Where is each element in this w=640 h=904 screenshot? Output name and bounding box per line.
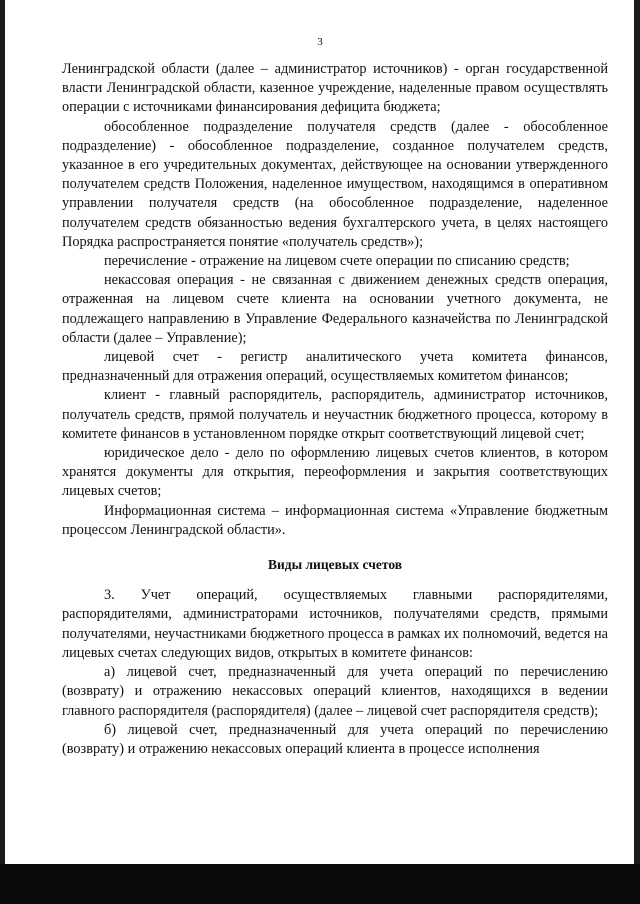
paragraph-item-b: б) лицевой счет, предназначенный для учета операций по перечислению (возврату) и отражению некассовых операций клиента в процессе исполнения (62, 721, 608, 757)
paragraph-item-3: 3. Учет операций, осуществляемых главными распорядителями, распорядителями, администраторами источников, получателями средств, прямыми получателями, неучастниками бюджетного процесса в рамках их полномочий, ведется на лицевых счетах следующих видов, открытых в комитете финансов: (62, 587, 608, 661)
paragraph-personal-account: лицевой счет - регистр аналитического учета комитета финансов, предназначенный для отражения операций, осуществляемых комитетом финансов; (62, 349, 608, 385)
scan-bottom-bar (0, 864, 640, 904)
paragraph-noncash-operation: некассовая операция - не связанная с движением денежных средств операция, отраженная на лицевом счете клиента на основании учетного документа, не подлежащего направлению в Управление Федерального казначейства по Ленинградской области (далее – Управление); (62, 272, 608, 346)
paragraph-separate-division: обособленное подразделение получателя средств (далее - обособленное подразделение) - обособленное подразделение, созданное получателем средств, указанное в его учредительных документах, действующее на основании утвержденного получателем средств Положения, наделенное имуществом, находящимся в оперативном управлении получателя средств (на обособленное подразделение, наделенное получателем средств обязанностью ведения бухгалтерского учета, в целях настоящего Порядка распространяется понятие «получатель средств»); (62, 118, 608, 250)
section-heading: Виды лицевых счетов (267, 557, 403, 573)
scan-edge-right (634, 0, 640, 864)
paragraph-item-a: а) лицевой счет, предназначенный для учета операций по перечислению (возврату) и отражению некассовых операций клиентов, находящихся в ведении главного распорядителя (распорядителя) (далее – лицевой счет распорядителя средств); (62, 664, 608, 719)
paragraph-transfer: перечисление - отражение на лицевом счете операции по списанию средств; (104, 253, 570, 270)
paragraph-client: клиент - главный распорядитель, распорядитель, администратор источников, получатель средств, прямой получатель и неучастник бюджетного процесса, которому в комитете финансов в установленном порядке открыт соответствующий лицевой счет; (62, 387, 608, 442)
paragraph-administrator-definition: Ленинградской области (далее – администратор источников) - орган государственной власти Ленинградской области, казенное учреждение, наделенные правом осуществлять операции с источниками финансирования дефицита бюджета; (62, 61, 608, 116)
paragraph-legal-file: юридическое дело - дело по оформлению лицевых счетов клиентов, в котором хранятся документы для открытия, переоформления и закрытия соответствующих лицевых счетов; (62, 445, 608, 500)
paragraph-information-system: Информационная система – информационная система «Управление бюджетным процессом Ленинградской области». (62, 502, 608, 538)
scan-edge-left (0, 0, 5, 864)
page-number: 3 (317, 36, 323, 48)
document-body (62, 60, 608, 759)
